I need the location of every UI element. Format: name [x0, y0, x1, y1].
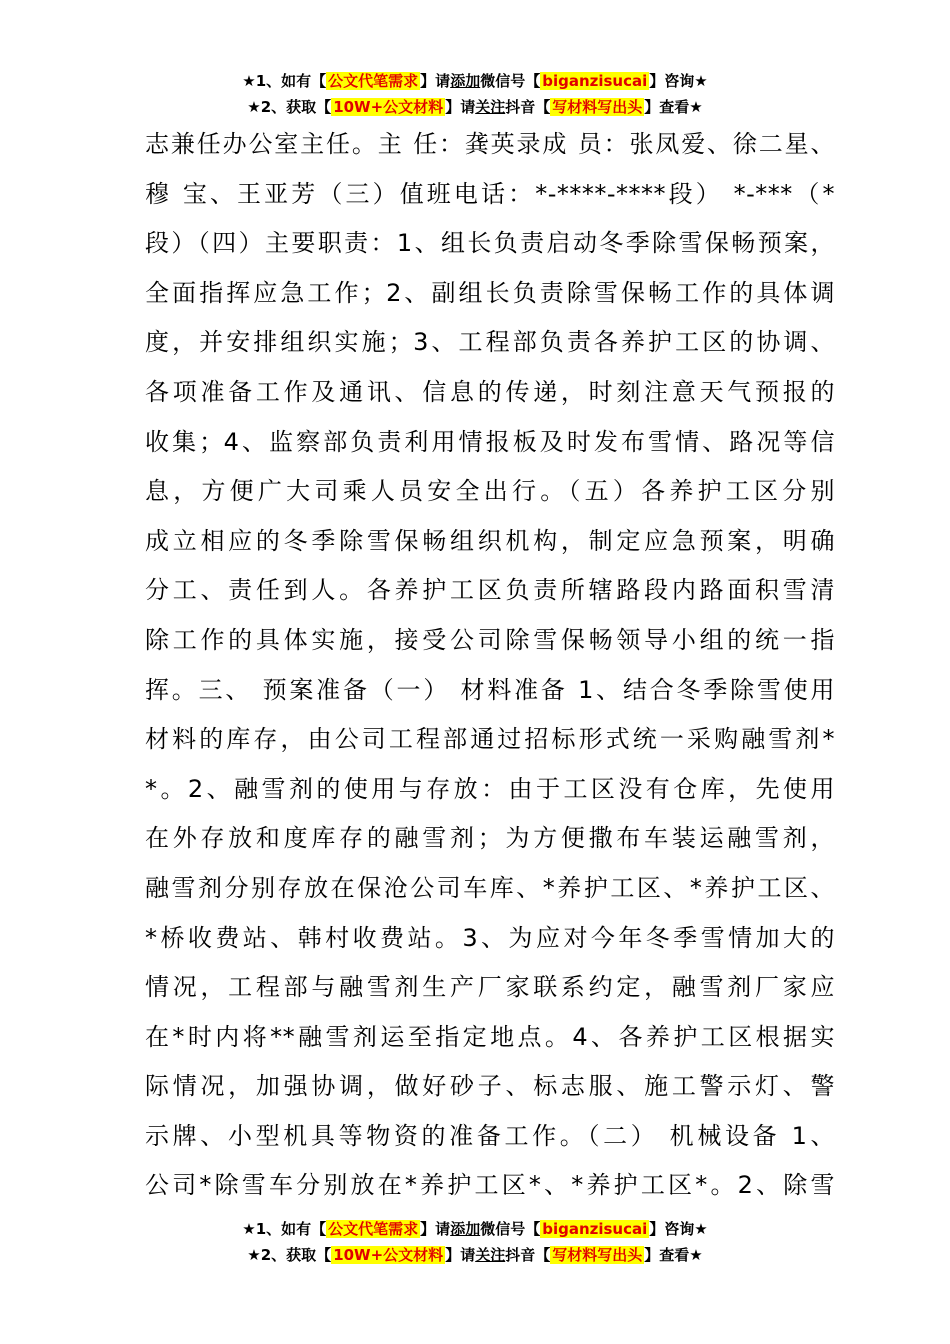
body-line: *。2、融雪剂的使用与存放：由于工区没有仓库，先使用 [145, 774, 835, 803]
banner-text: 】查看★ [644, 1246, 703, 1264]
banner-text: 】查看★ [644, 98, 703, 116]
banner-line-2 [0, 94, 950, 120]
banner-line-1 [0, 68, 950, 94]
footer-banner [0, 1216, 950, 1268]
body-line: *桥收费站、韩村收费站。3、为应对今年冬季雪情加大的 [145, 923, 835, 952]
highlight-text: 10W+公文材料 [333, 1246, 444, 1264]
body-line: 公司*除雪车分别放在*养护工区*、*养护工区*。2、除雪 [145, 1171, 835, 1200]
body-line: 际情况，加强协调，做好砂子、标志服、施工警示灯、警 [145, 1072, 835, 1101]
highlight-text: biganzisucai [542, 72, 648, 90]
highlight-text: 公文代笔需求 [328, 72, 419, 90]
body-line: 成立相应的冬季除雪保畅组织机构，制定应急预案，明确 [145, 526, 835, 555]
body-line: 情况，工程部与融雪剂生产厂家联系约定，融雪剂厂家应 [145, 973, 835, 1002]
underlined-text: 添加 [450, 72, 481, 90]
body-line: 分工、责任到人。各养护工区负责所辖路段内路面积雪清 [145, 576, 835, 605]
highlight-text: biganzisucai [542, 1220, 648, 1238]
body-line: 各项准备工作及通讯、信息的传递，时刻注意天气预报的 [145, 377, 835, 406]
banner-text: 】咨询★ [649, 1220, 708, 1238]
banner-text: 】请 [445, 98, 476, 116]
banner-text: 微信号【 [480, 1220, 541, 1238]
banner-line-2 [0, 1242, 950, 1268]
underlined-text: 添加 [450, 1220, 481, 1238]
banner-text: ★1、如有【 [242, 1220, 327, 1238]
banner-line-1 [0, 1216, 950, 1242]
body-line: 息，方便广大司乘人员安全出行。（五）各养护工区分别 [145, 477, 835, 506]
banner-text: 】请 [420, 72, 451, 90]
highlight-text: 10W+公文材料 [333, 98, 444, 116]
banner-text: 】咨询★ [649, 72, 708, 90]
body-line: 在外存放和度库存的融雪剂；为方便撒布车装运融雪剂， [145, 824, 835, 853]
body-line: 挥。三、 预案准备（一） 材料准备 1、结合冬季除雪使用 [145, 675, 835, 704]
body-line: 度，并安排组织实施；3、工程部负责各养护工区的协调、 [145, 328, 835, 357]
underlined-text: 关注 [475, 98, 506, 116]
body-line: 除工作的具体实施，接受公司除雪保畅领导小组的统一指 [145, 625, 835, 654]
banner-text: 抖音【 [505, 1246, 551, 1264]
highlight-text: 写材料写出头 [552, 1246, 643, 1264]
banner-text: 微信号【 [480, 72, 541, 90]
banner-text: 】请 [420, 1220, 451, 1238]
body-line: 段）（四）主要职责：1、组长负责启动冬季除雪保畅预案， [145, 229, 835, 258]
body-line: 志兼任办公室主任。主 任：龚英录成 员：张凤爱、徐二星、 [145, 130, 835, 158]
banner-text: 抖音【 [505, 98, 551, 116]
highlight-text: 公文代笔需求 [328, 1220, 419, 1238]
banner-text: ★2、获取【 [247, 1246, 332, 1264]
body-line: 全面指挥应急工作；2、副组长负责除雪保畅工作的具体调 [145, 278, 835, 307]
underlined-text: 关注 [475, 1246, 506, 1264]
highlight-text: 写材料写出头 [552, 98, 643, 116]
body-line: 材料的库存，由公司工程部通过招标形式统一采购融雪剂* [145, 725, 835, 754]
body-line: 示牌、小型机具等物资的准备工作。（二） 机械设备 1、 [145, 1121, 835, 1150]
body-line: 在*时内将**融雪剂运至指定地点。4、各养护工区根据实 [145, 1022, 835, 1051]
banner-text: 】请 [445, 1246, 476, 1264]
body-line: 融雪剂分别存放在保沧公司车库、*养护工区、*养护工区、 [145, 873, 835, 902]
document-body [145, 120, 835, 1211]
header-banner [0, 68, 950, 120]
body-line: 收集；4、监察部负责利用情报板及时发布雪情、路况等信 [145, 427, 835, 456]
banner-text: ★1、如有【 [242, 72, 327, 90]
body-line: 穆 宝、王亚芳（三）值班电话：*-****-****段） *-***（* [145, 179, 835, 208]
banner-text: ★2、获取【 [247, 98, 332, 116]
